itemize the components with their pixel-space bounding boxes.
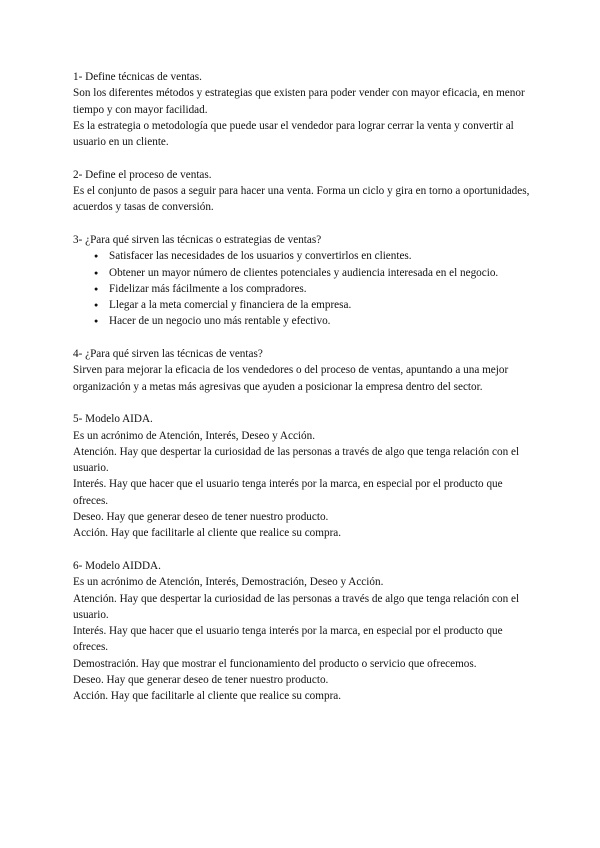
section-1 bbox=[73, 69, 533, 150]
bullet-item: ● Obtener un mayor número de clientes potenciales y audiencia interesada en el negocio. bbox=[109, 265, 533, 281]
paragraph: Acción. Hay que facilitarle al cliente que realice su compra. bbox=[73, 527, 342, 540]
paragraph: Son los diferentes métodos y estrategias que existen para poder vender con mayor eficacia, en menor tiempo y con mayor facilidad. bbox=[73, 87, 525, 116]
bullet-item: ● Fidelizar más fácilmente a los compradores. bbox=[109, 281, 533, 297]
section-heading: 4- ¿Para qué sirven las técnicas de ventas? bbox=[73, 348, 263, 361]
bullet-item: ● Satisfacer las necesidades de los usuarios y convertirlos en clientes. bbox=[109, 248, 533, 264]
section-5 bbox=[73, 411, 533, 541]
paragraph: Interés. Hay que hacer que el usuario tenga interés por la marca, en especial por el producto que ofreces. bbox=[73, 478, 503, 507]
section-heading: 3- ¿Para qué sirven las técnicas o estrategias de ventas? bbox=[73, 233, 322, 246]
paragraph: Interés. Hay que hacer que el usuario tenga interés por la marca, en especial por el producto que ofreces. bbox=[73, 625, 503, 654]
bullet-list bbox=[73, 248, 533, 329]
paragraph: Atención. Hay que despertar la curiosidad de las personas a través de algo que tenga relación con el usuario. bbox=[73, 592, 520, 621]
section-2 bbox=[73, 167, 533, 216]
bullet-item: ● Llegar a la meta comercial y financiera de la empresa. bbox=[109, 297, 533, 313]
paragraph: Es la estrategia o metodología que puede usar el vendedor para lograr cerrar la venta y convertir al usuario en un cliente. bbox=[73, 119, 514, 149]
section-4 bbox=[73, 346, 533, 395]
paragraph: Deseo. Hay que generar deseo de tener nuestro producto. bbox=[73, 673, 329, 686]
paragraph: Demostración. Hay que mostrar el funcionamiento del producto o servicio que ofrecemos. bbox=[73, 657, 477, 670]
section-6 bbox=[73, 558, 533, 705]
section-heading: 1- Define técnicas de ventas. bbox=[73, 71, 202, 83]
section-heading: 5- Modelo AIDA. bbox=[73, 413, 153, 426]
paragraph: Es un acrónimo de Atención, Interés, Demostración, Deseo y Acción. bbox=[73, 576, 384, 589]
section-3 bbox=[73, 232, 533, 330]
paragraph: Atención. Hay que despertar la curiosidad de las personas a través de algo que tenga relación con el usuario. bbox=[73, 445, 520, 475]
paragraph: Deseo. Hay que generar deseo de tener nuestro producto. bbox=[73, 511, 329, 524]
paragraph: Es un acrónimo de Atención, Interés, Deseo y Acción. bbox=[73, 429, 316, 442]
section-heading: 2- Define el proceso de ventas. bbox=[73, 168, 212, 181]
paragraph: Sirven para mejorar la eficacia de los vendedores o del proceso de ventas, apuntando a una mejor organización y a metas más agresivas que ayuden a posicionar la empresa dentro del sector. bbox=[73, 364, 509, 393]
document-body bbox=[73, 69, 533, 721]
section-heading: 6- Modelo AIDDA. bbox=[73, 559, 161, 572]
paragraph: Acción. Hay que facilitarle al cliente que realice su compra. bbox=[73, 690, 342, 703]
paragraph: Es el conjunto de pasos a seguir para hacer una venta. Forma un ciclo y gira en torno a oportunidades, acuerdos y tasas de conversión. bbox=[73, 185, 530, 214]
bullet-item: ● Hacer de un negocio uno más rentable y efectivo. bbox=[109, 313, 533, 329]
